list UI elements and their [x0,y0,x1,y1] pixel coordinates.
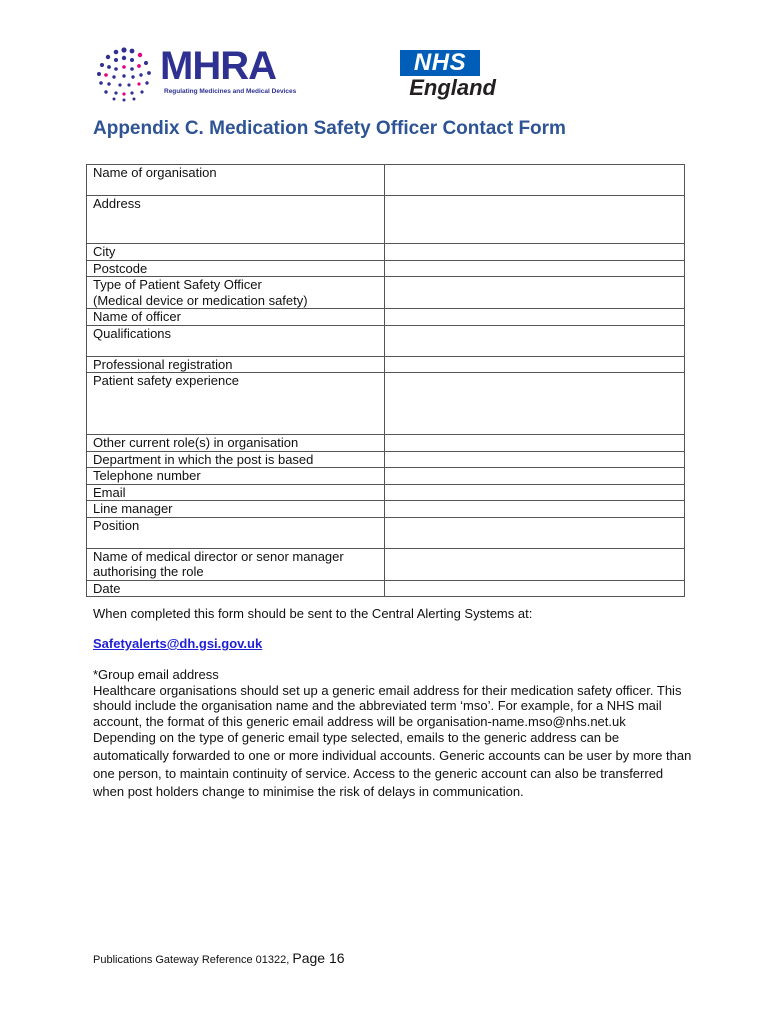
footer-reference: Publications Gateway Reference 01322, [93,954,290,966]
form-field-postcode[interactable] [385,260,685,277]
form-label-line: (Medical device or medication safety) [93,292,308,308]
form-label-line: authorising the role [93,564,204,579]
form-field-position[interactable] [385,517,685,548]
form-label: Telephone number [87,468,385,485]
form-label: Address [87,196,385,244]
page-title: Appendix C. Medication Safety Officer Contact Form [93,118,566,139]
logo-bar [94,44,494,104]
form-field-address[interactable] [385,196,685,244]
form-field-telephone[interactable] [385,468,685,485]
form-label [87,548,385,580]
form-label-line: Name of medical director or senor manager [93,548,344,564]
form-field-authoriser[interactable] [385,548,685,580]
form-field-registration[interactable] [385,356,685,373]
form-label: Postcode [87,260,385,277]
form-label: Department in which the post is based [87,451,385,468]
note-paragraph: Depending on the type of generic email type selected, emails to the generic address can be automatically forwarded to one or more individual accounts. Generic accounts can be user by more than one person, to maintain continuity of service. Access to the generic account can also be transferred when post holders change to minimise the risk of delays in communication. [93,730,692,799]
form-label-line: Type of Patient Safety Officer [93,277,262,292]
nhs-region-label: England [409,75,496,100]
page-footer [93,950,345,966]
form-label: Qualifications [87,325,385,356]
instructions-text: When completed this form should be sent to the Central Alerting Systems at: [93,606,533,621]
note-paragraph: Healthcare organisations should set up a generic email address for their medication safety officer. This should include the organisation name and the abbreviated term ‘mso’. For example, for a NHS mail account, the format of this generic email address will be organisation-name.mso@nhs.net.uk [93,682,682,729]
note-block [93,667,693,801]
form-field-line-manager[interactable] [385,501,685,518]
form-label: Patient safety experience [87,373,385,435]
form-label: Line manager [87,501,385,518]
form-field-officer-name[interactable] [385,309,685,326]
form-field-organisation[interactable] [385,165,685,196]
form-field-officer-type[interactable] [385,277,685,309]
form-label: City [87,244,385,261]
mhra-wordmark: MHRA [160,44,276,88]
form-label: Other current role(s) in organisation [87,435,385,452]
form-field-email[interactable] [385,484,685,501]
email-link[interactable]: Safetyalerts@dh.gsi.gov.uk [93,636,263,651]
form-label: Name of officer [87,309,385,326]
page-number: Page 16 [292,950,345,966]
form-label: Email [87,484,385,501]
form-label: Position [87,517,385,548]
note-heading: *Group email address [93,667,219,682]
form-label [87,277,385,309]
form-label: Date [87,580,385,597]
form-field-qualifications[interactable] [385,325,685,356]
form-label: Name of organisation [87,165,385,196]
form-field-experience[interactable] [385,373,685,435]
form-field-city[interactable] [385,244,685,261]
form-field-department[interactable] [385,451,685,468]
nhs-logo-badge: NHS [400,50,480,76]
form-field-other-roles[interactable] [385,435,685,452]
contact-form-table [86,164,685,597]
mhra-tagline: Regulating Medicines and Medical Devices [164,88,297,95]
form-field-date[interactable] [385,580,685,597]
mhra-logo-icon [94,46,158,102]
form-label: Professional registration [87,356,385,373]
